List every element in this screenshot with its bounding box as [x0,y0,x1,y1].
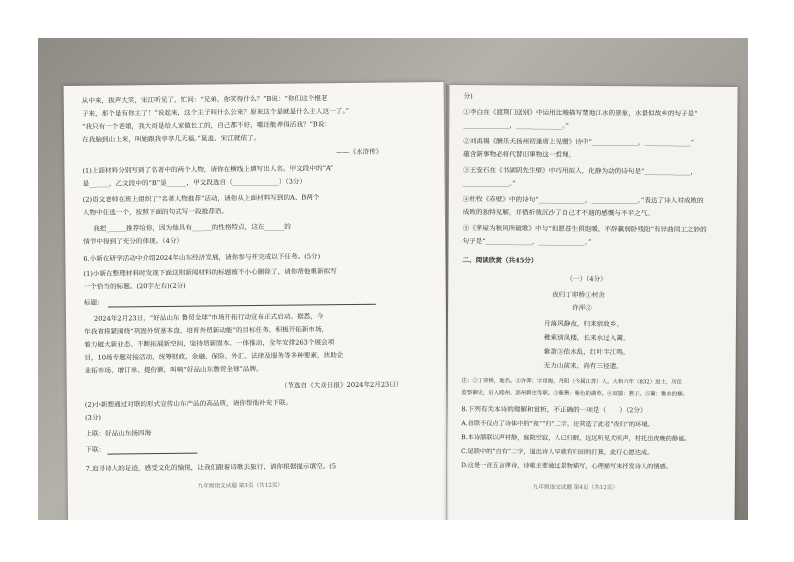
question-6: 6.小新在研学活动中介绍2024年山东经济发展，请你参与并完成以下任务。(5分) [83,252,321,263]
news-line: 业拓市场、增订单、提份额，叫响“好品山东鲁贸全球”品牌。 [84,364,263,375]
poem-note: 监察御史，后入睦州、郢州刺史等职。③紫萧：紫色的湖草。④双翦：燕子。⑤篱：稚水的柳。 [461,390,688,398]
couplet-answer-line[interactable] [107,453,197,455]
question-6-2: (2)小新想通过对联的形式宣传山东产品的高品质，请你帮他补充下联。 [84,398,293,409]
subsection-heading: （一）（4分） [566,274,607,284]
page-footer: 九年级语文试题 第4页（共12页） [532,484,619,492]
question-1-cont: 是______，乙文段中的“B”是______，甲文段选自（______________）（3分） [82,177,307,188]
question-8: 8.下列有关本诗的理解和赏析，不正确的一项是（ ）（2分） [461,405,647,415]
news-line: 2024年2月23日，“好品山东 鲁贸全球”市场开拓行动宣布正式启动。据悉，今 [93,312,324,323]
photo-background [38,38,748,520]
text-line: 从中来，拔声大笑，宋江听见了，忙问：“兄弟，你笑得什么？”B说：“你们这个棍老 [81,94,328,105]
question-2-cont: 人物中任选一个，按照下面的句式写一段推荐语。 [82,207,228,217]
title-answer-line[interactable] [108,304,376,308]
option-a: A.首联不仅点了诗体中的“夜”“归”二字，还营造了此者“夜归”的环境。 [461,420,654,429]
section-heading: 二、阅读欣赏（共45分） [462,256,538,265]
question-6-2-cont: (3分) [85,413,102,422]
couplet-upper: 上联：好品山东扬四海 [85,429,152,438]
news-line: 年我省将紧围绕“巩固外贸基本盘、培育外贸新动能”的目标任务，积极开拓新市场， [84,325,329,336]
fill-item: ______________，______________。” [463,121,569,130]
news-source: （节选自《大众日报》2024年2月23日） [280,380,403,390]
title-label: 标题： [83,298,104,307]
fill-item: ④杜牧《赤壁》中的诗句“______________，______________。”表达了诗人对成败的 [462,195,704,205]
question-2: (2)语文老师在班上组织了“名著人物推荐”活动，请你从上面材料写到的A、B两个 [82,193,320,204]
fill-item: ①李白在《渡荆门送别》中运用比喻描写楚地江水的景象，水景似故乡的句子是“ [463,108,698,118]
fill-item: ______________。” [462,179,516,188]
source-citation: ——《水浒传》 [336,147,383,157]
couplet-lower-label: 下联： [85,445,106,454]
poem-line: 无力山前来，尚有三径遗。 [543,361,623,371]
exam-page-left [64,82,449,520]
news-line: 目，10场专题对接活动，统筹财政、金融、保险、外汇、法律及服务等多种要素，扶助企 [84,351,344,362]
recommend-sentence-cont: 情节中得到了充分的体现。（4分） [83,236,184,246]
text-line: “我只有一个老娘，我大哥是给人家做长工的，自己都不好，哪还能养得活我？”B说： [81,120,331,131]
text-line: 子来，那个是有你主了！”说起来，这个主子叫什么公来？原来这个是就是什么主人这一了。” [81,107,350,118]
fill-item: ③王安石在《书湖阴先生壁》中巧用拟人，化静为动的诗句是“______________， [462,166,698,176]
exam-page-right [446,85,737,520]
fill-item: 蕴含新事物必将代替旧事物这一哲理。 [463,150,576,159]
news-line: 着力破大新业态、不断拓展新空间，坚持培新固本、一体推动，全年安排263个展会项 [84,338,335,349]
option-c: C.尾联中的“自有”二字，道出诗人早就有归田的打算，此行心愿达成。 [461,448,654,457]
question-6-1: (1)小新在整理材料时发现下面这则新闻材料的标题被不小心删除了，请你帮他重新拟写 [83,267,337,278]
fill-item: ②刘禹锡《酬乐天扬州初逢席上见赠》诗中“______________，______________” [463,137,695,147]
text-line: 分) [463,92,473,101]
fill-item: 成败的独特见解，并借折戟沉沙了自己才不遇的感慨与不平之气。 [462,208,654,218]
option-d: D.这是一首五言律诗，诗歌主要通过景物描写，心理描写来抒发诗人的情感。 [460,462,672,471]
recommend-sentence: 我把______推荐给你，因为他具有______的性格特点，这在______的 [93,222,291,233]
question-7: 7.追寻诗人的足迹，感受文化的愉悦，让我们跟着诗歌去旅行，请你根据提示填空。(5 [85,462,337,473]
text-line: 在我脑到山上来，叫她跟我享享几天福。”晁盖、宋江就依了。 [82,133,261,144]
poem-line: 月落风静夜，归来宿故乡。 [543,319,624,329]
page-footer: 九年级语文试题 第3页（共12页） [197,482,283,490]
option-b: B.本诗颔联以声衬静，庭院空寂，人已归眠，远远听见犬吠声，村托出夜晚的静谧。 [461,434,691,443]
question-1: (1)上面材料分别写到了名著中的两个人物，请你在横线上填写出人名。甲文段中的“A” [82,164,334,175]
question-6-1-cont: 一个恰当的标题。(20字左右)(2分) [83,281,186,291]
poem-author: 许浑② [572,303,592,312]
poem-line: 稚乘别凤楼，长来水过入篱。 [543,333,630,343]
page-fold-shadow [446,84,449,520]
poem-note: 注：①丁卯桥，地名。②许浑：字用晦，丹阳（今属江苏）人。大和六年（832）进士，历任 [461,378,683,386]
poem-title: 夜归丁卯桥①村舍 [552,290,605,300]
fill-item: 句子是“______________，______________。” [462,237,592,246]
fill-item: ⑤《茅屋为秋风所破歌》中与“但愿苍生俱饱暖，不辞羸弱卧残阳”有异曲同工之妙的 [462,224,707,234]
poem-line: 紫萧③依水乱，红叶半江鸣。 [543,347,630,357]
